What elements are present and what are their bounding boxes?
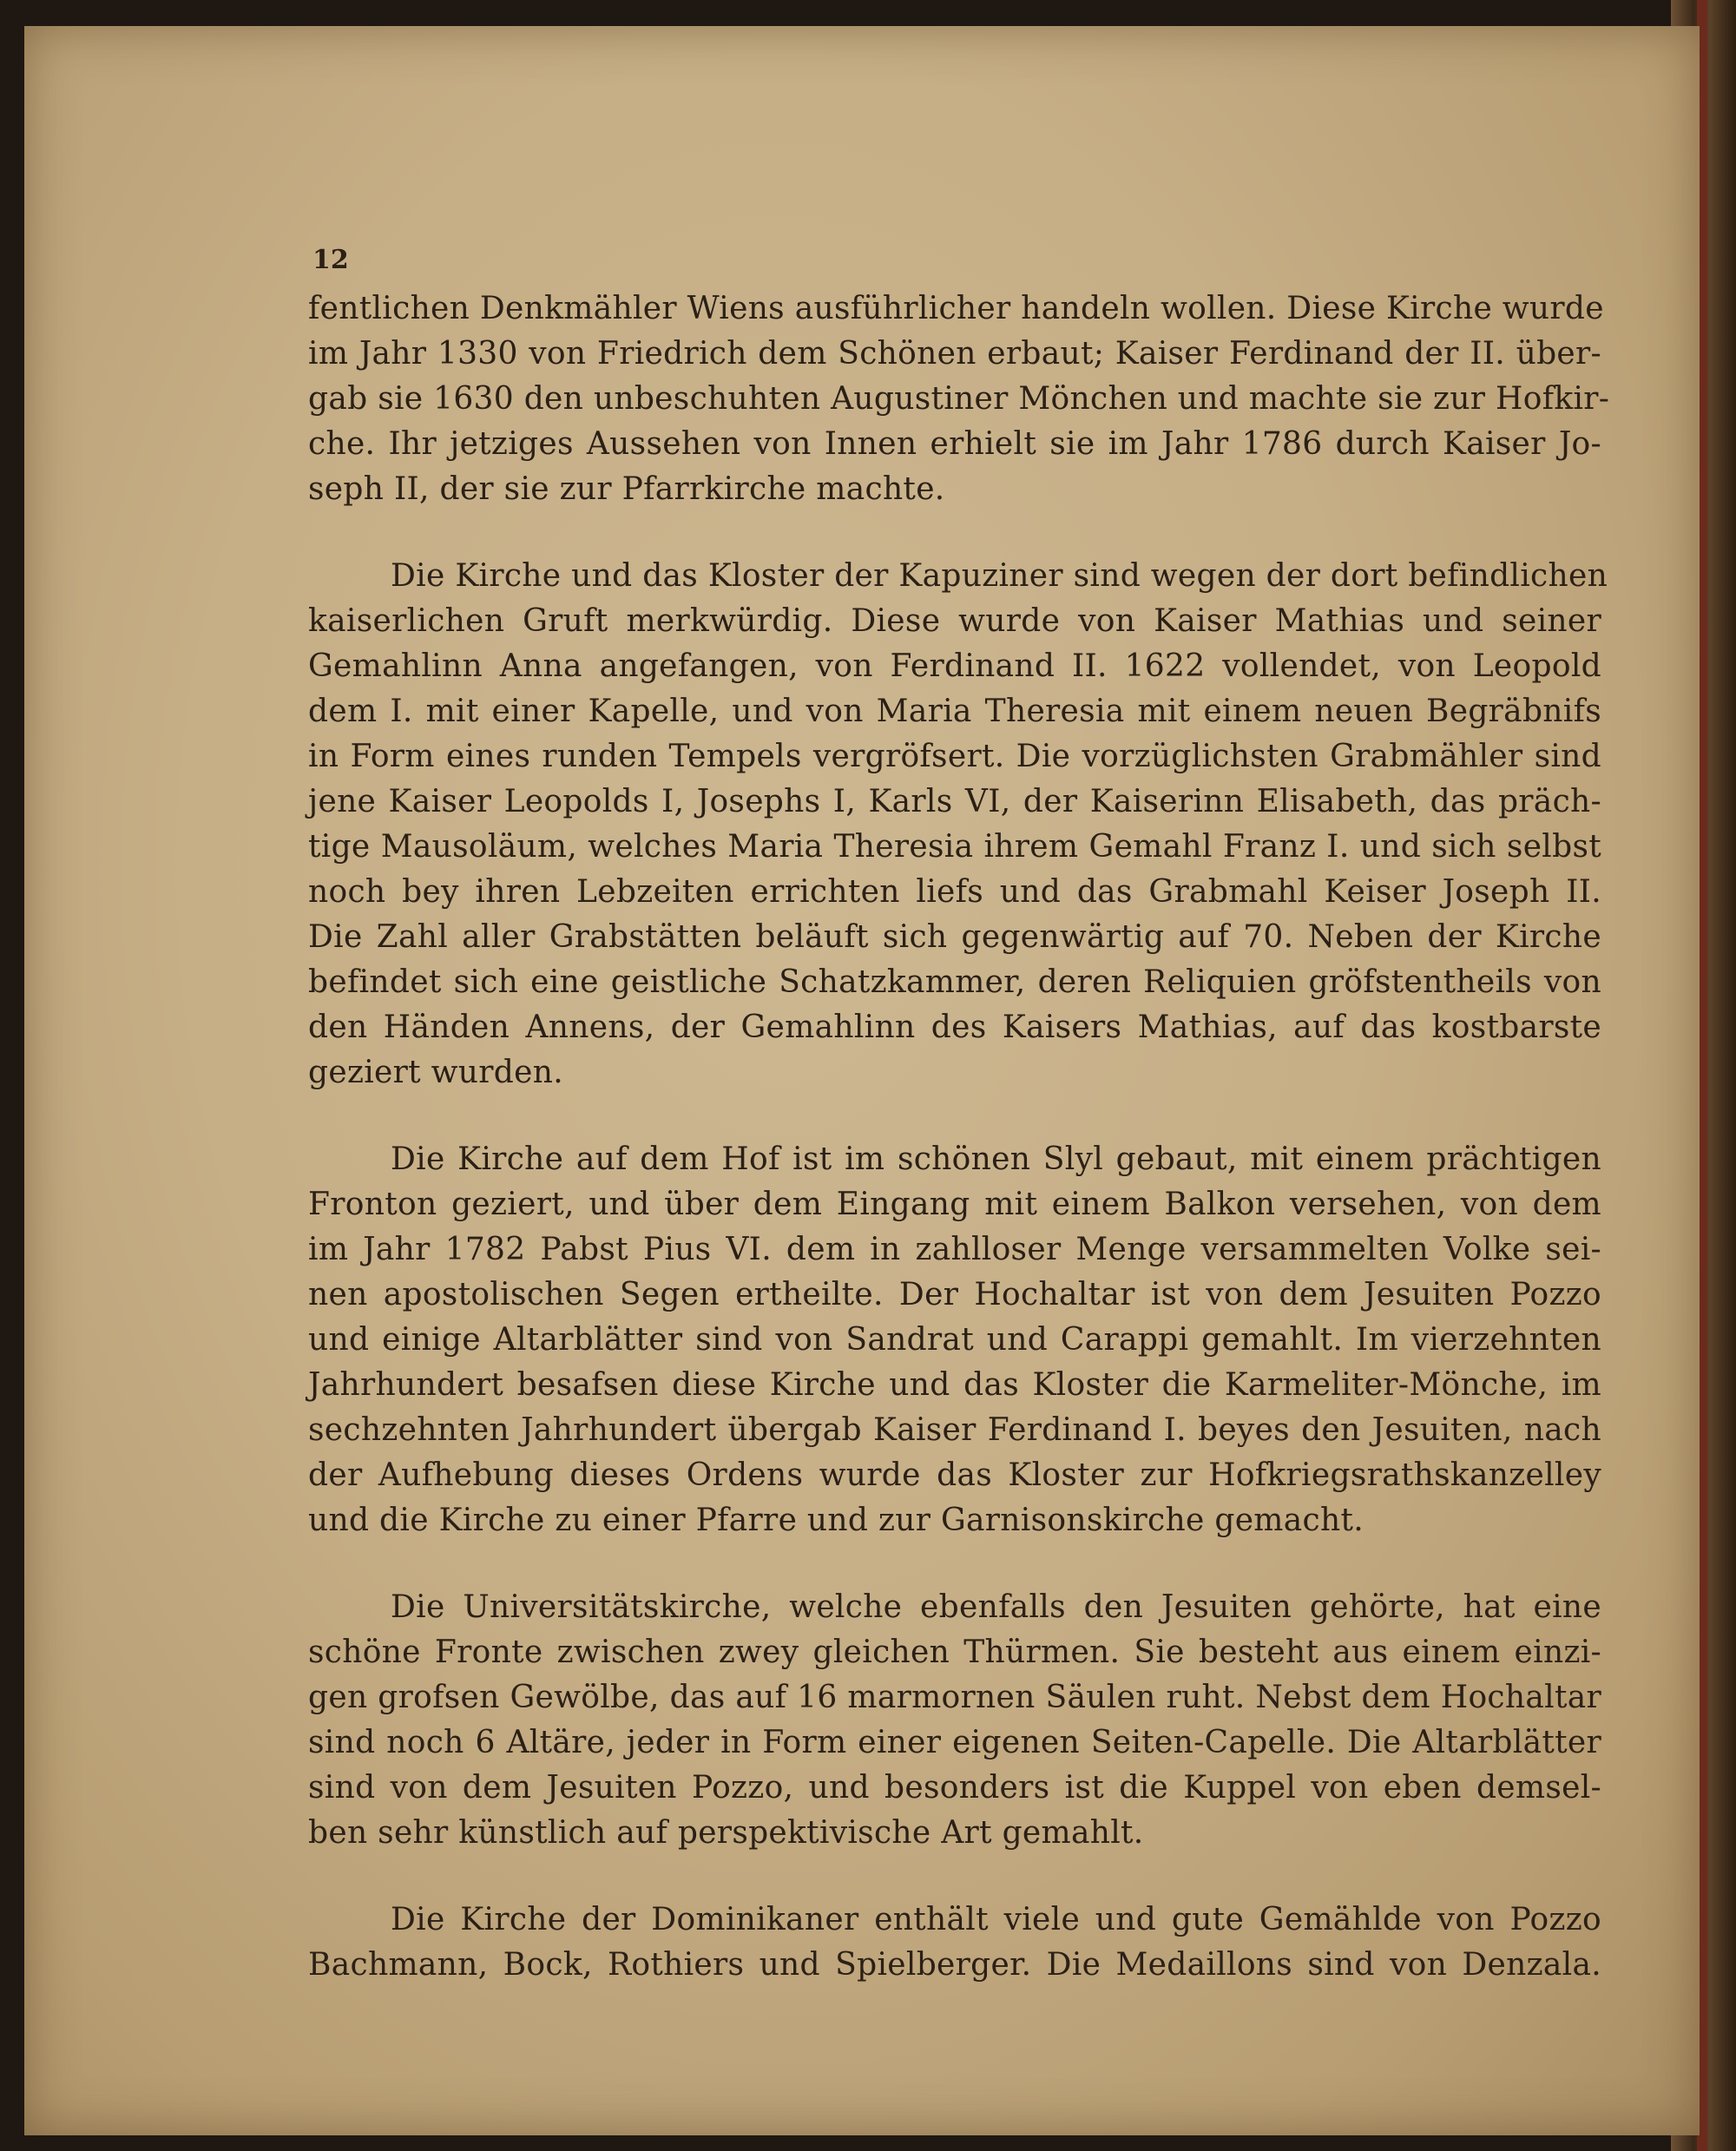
text-line: Die Zahl aller Grabstätten beläuft sich gegenwärtig auf 70. Neben der Kirche bbox=[308, 919, 1601, 955]
text-line: und die Kirche zu einer Pfarre und zur Garnisonskirche gemacht. bbox=[308, 1503, 1364, 1538]
text-line: Gemahlinn Anna angefangen, von Ferdinand II. 1622 vollendet, von Leopold bbox=[308, 648, 1601, 684]
text-line: im Jahr 1782 Pabst Pius VI. dem in zahlloser Menge versammelten Volke sei- bbox=[308, 1232, 1601, 1267]
text-line: ben sehr künstlich auf perspektivische Art gemahlt. bbox=[308, 1815, 1144, 1851]
text-line: befindet sich eine geistliche Schatzkammer, deren Reliquien gröfstentheils von bbox=[308, 964, 1601, 1000]
text-line: Fronton geziert, und über dem Eingang mit einem Balkon versehen, von dem bbox=[308, 1187, 1601, 1222]
text-line: in Form eines runden Tempels vergröfsert. Die vorzüglichsten Grabmähler sind bbox=[308, 739, 1601, 774]
text-line: und einige Altarblätter sind von Sandrat und Carappi gemahlt. Im vierzehnten bbox=[308, 1322, 1601, 1358]
text-line: che. Ihr jetziges Aussehen von Innen erhielt sie im Jahr 1786 durch Kaiser Jo- bbox=[308, 426, 1601, 462]
text-line: geziert wurden. bbox=[308, 1055, 563, 1090]
paragraph-2 bbox=[308, 554, 1608, 1095]
paragraph-4 bbox=[308, 1585, 1601, 1856]
text-line: fentlichen Denkmähler Wiens ausführlicher handeln wollen. Diese Kirche wurde bbox=[308, 291, 1604, 326]
text-line: tige Mausoläum, welches Maria Theresia ihrem Gemahl Franz I. und sich selbst bbox=[308, 829, 1601, 865]
text-line: Jahrhundert besafsen diese Kirche und das Kloster die Karmeliter-Mönche, im bbox=[308, 1367, 1601, 1403]
text-line: Die Kirche auf dem Hof ist im schönen Slyl gebaut, mit einem prächtigen bbox=[391, 1141, 1601, 1177]
text-line: der Aufhebung dieses Ordens wurde das Kloster zur Hofkriegsrathskanzelley bbox=[308, 1457, 1601, 1493]
text-line: gen grofsen Gewölbe, das auf 16 marmornen Säulen ruht. Nebst dem Hochaltar bbox=[308, 1680, 1601, 1715]
text-line: nen apostolischen Segen ertheilte. Der Hochaltar ist von dem Jesuiten Pozzo bbox=[308, 1277, 1601, 1312]
text-line: den Händen Annens, der Gemahlinn des Kaisers Mathias, auf das kostbarste bbox=[308, 1010, 1601, 1045]
text-line: im Jahr 1330 von Friedrich dem Schönen erbaut; Kaiser Ferdinand der II. über- bbox=[308, 336, 1601, 372]
paragraph-1 bbox=[308, 286, 1610, 512]
text-line: sechzehnten Jahrhundert übergab Kaiser Ferdinand I. beyes den Jesuiten, nach bbox=[308, 1412, 1601, 1448]
text-line: seph II, der sie zur Pfarrkirche machte. bbox=[308, 471, 945, 507]
text-line: Bachmann, Bock, Rothiers und Spielberger. Die Medaillons sind von Denzala. bbox=[308, 1947, 1601, 1983]
text-line: dem I. mit einer Kapelle, und von Maria Theresia mit einem neuen Begräbnifs bbox=[308, 694, 1601, 729]
text-line: sind noch 6 Altäre, jeder in Form einer eigenen Seiten-Capelle. Die Altarblätter bbox=[308, 1725, 1601, 1760]
text-line: gab sie 1630 den unbeschuhten Augustiner Mönchen und machte sie zur Hofkir- bbox=[308, 381, 1610, 417]
text-line: schöne Fronte zwischen zwey gleichen Thürmen. Sie besteht aus einem einzi- bbox=[308, 1635, 1601, 1670]
text-line: noch bey ihren Lebzeiten errichten liefs und das Grabmahl Keiser Joseph II. bbox=[308, 874, 1601, 910]
text-line: Die Kirche und das Kloster der Kapuziner sind wegen der dort befindlichen bbox=[391, 558, 1608, 594]
page-number: 12 bbox=[312, 245, 349, 275]
page-text bbox=[308, 286, 1610, 1988]
paragraph-3 bbox=[308, 1137, 1601, 1543]
text-line: Die Universitätskirche, welche ebenfalls den Jesuiten gehörte, hat eine bbox=[391, 1589, 1601, 1625]
text-line: sind von dem Jesuiten Pozzo, und besonders ist die Kuppel von eben demsel- bbox=[308, 1770, 1601, 1806]
paragraph-5 bbox=[308, 1898, 1601, 1988]
text-line: Die Kirche der Dominikaner enthält viele und gute Gemählde von Pozzo bbox=[391, 1902, 1601, 1937]
text-line: jene Kaiser Leopolds I, Josephs I, Karls VI, der Kaiserinn Elisabeth, das präch- bbox=[308, 784, 1601, 819]
text-line: kaiserlichen Gruft merkwürdig. Diese wurde von Kaiser Mathias und seiner bbox=[308, 603, 1601, 639]
